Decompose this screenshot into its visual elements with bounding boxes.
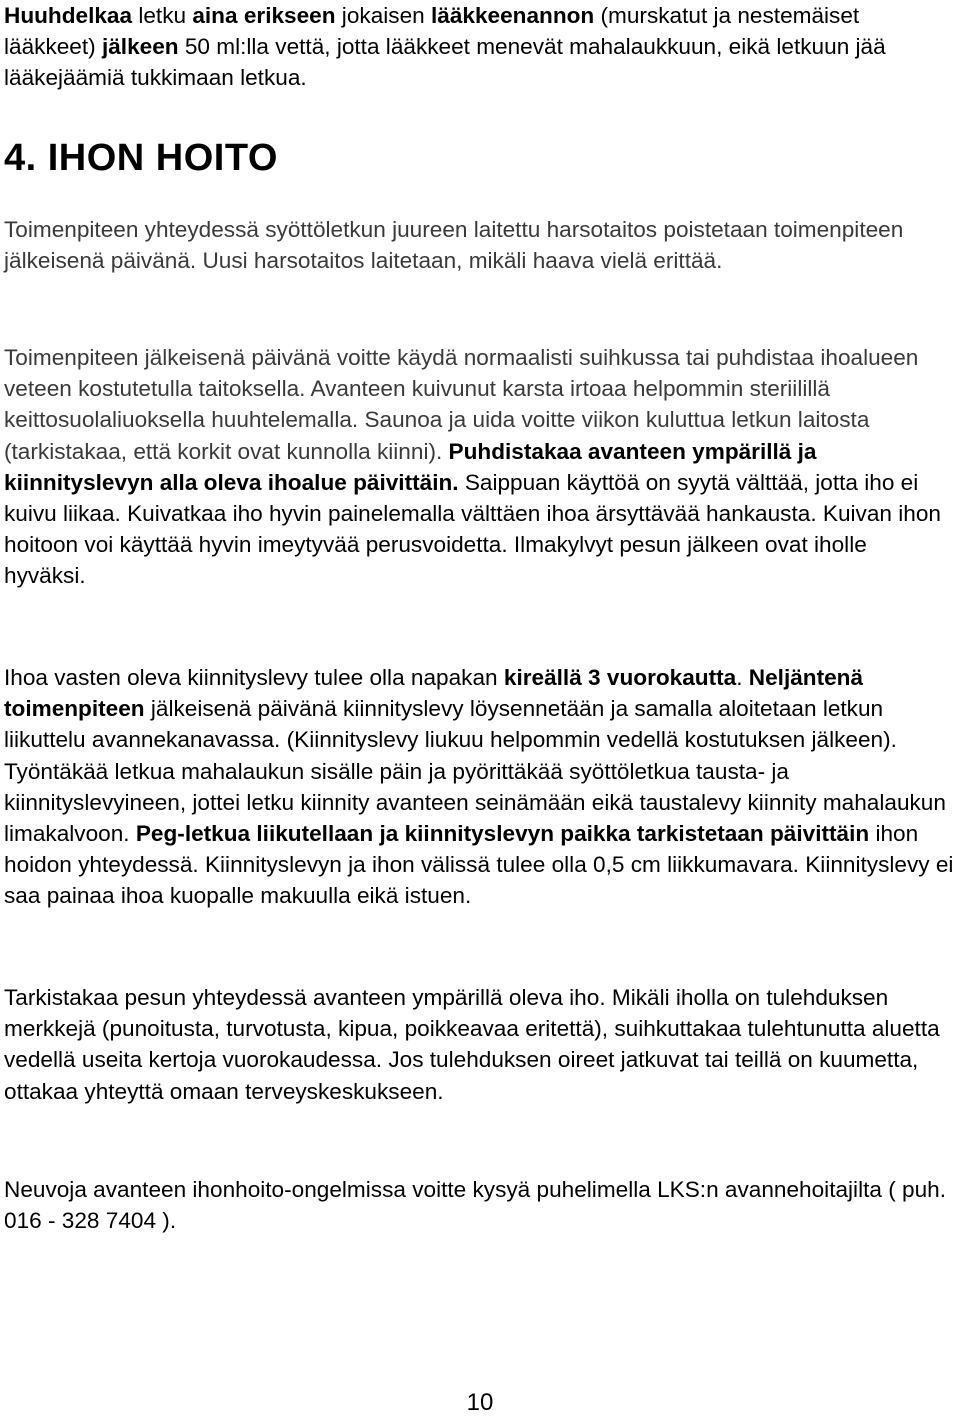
page-number: 10 bbox=[466, 1389, 494, 1416]
bold-text: jälkeen bbox=[101, 34, 179, 60]
paragraph-fixation-plate bbox=[4, 662, 954, 912]
paragraph-dressing: Toimenpiteen yhteydessä syöttöletkun juureen laitettu harsotaitos poistetaan toimenpiteen jälkeisenä päivänä. Uusi harsotaitos laitetaan, mikäli haava vielä erittää. bbox=[4, 217, 904, 274]
paragraph-skin-care bbox=[4, 342, 954, 592]
section-heading: 4. IHON HOITO bbox=[4, 137, 278, 179]
text: (murskatut ja nestemäiset lääkkeet) bbox=[4, 3, 860, 60]
text: Toimenpiteen jälkeisenä päivänä voitte käydä normaalisti suihkussa tai puhdistaa ihoalueen veteen kostutetulla taitoksella. Avanteen kuivunut karsta irtoaa helpommin steriilillä keittosuolaliuoksella huuhtelemalla. Saunoa ja uida voitte viikon kuluttua letkun laitosta (tarkistakaa, että korkit ovat kunnolla kiinni). bbox=[4, 345, 919, 464]
text: jälkeisenä päivänä kiinnityslevy löysennetään ja samalla aloitetaan letkun liikuttelu avannekanavassa. (Kiinnityslevy liukuu helpommin vedellä kostutuksen jälkeen). Työntäkää letkua mahalaukun sisälle päin ja pyörittäkää syöttöletkua tausta- ja kiinnityslevyineen, jottei letku kiinnity avanteen seinämään eikä taustalevy kiinnity mahalaukun limakalvoon. bbox=[4, 696, 946, 847]
bold-text: Neljäntenä toimenpiteen bbox=[4, 665, 864, 722]
bold-text: lääkkeenannon bbox=[430, 3, 595, 28]
text: Saippuan käyttöä on syytä välttää, jotta iho ei kuivu liikaa. Kuivatkaa iho hyvin painelemalla välttäen ihoa ärsyttävää hankausta. Kuivan ihon hoitoon voi käyttää hyvin imeytyvää perusvoidetta. Ilmakylvyt pesun jälkeen ovat iholle hyväksi. bbox=[4, 469, 941, 589]
text: Ihoa vasten oleva kiinnityslevy tulee olla napakan bbox=[4, 665, 504, 690]
text: ihon hoidon yhteydessä. Kiinnityslevyn ja ihon välissä tulee olla 0,5 cm liikkumavara. Kiinnityslevy ei saa painaa ihoa kuopalle makuulla eikä istuen. bbox=[4, 821, 954, 909]
text: . bbox=[736, 665, 749, 690]
text: 50 ml:lla vettä, jotta lääkkeet menevät mahalaukkuun, eikä letkuun jää lääkejäämiä tukkimaan letkua. bbox=[4, 34, 886, 91]
bold-text: Puhdistakaa avanteen ympärillä ja kiinnityslevyn alla oleva ihoalue päivittäin. bbox=[4, 438, 817, 495]
paragraph-contact-info: Neuvoja avanteen ihonhoito-ongelmissa voitte kysyä puhelimella LKS:n avannehoitajilta ( puh. 016 - 328 7404 ). bbox=[4, 1177, 946, 1234]
bold-text: Huuhdelkaa bbox=[4, 3, 133, 28]
paragraph-inflammation: Tarkistakaa pesun yhteydessä avanteen ympärillä oleva iho. Mikäli iholla on tulehduksen merkkejä (punoitusta, turvotusta, kipua, poikkeavaa eritettä), suihkuttakaa tulehtunutta aluetta vedellä useita kertoja vuorokaudessa. Jos tulehduksen oireet jatkuvat tai teillä on kuumetta, ottakaa yhteyttä omaan terveyskeskukseen. bbox=[4, 985, 940, 1104]
bold-text: Peg-letkua liikutellaan ja kiinnityslevyn paikka tarkistetaan päivittäin bbox=[135, 821, 870, 847]
bold-text: aina erikseen bbox=[192, 3, 336, 28]
paragraph-flushing-instructions bbox=[4, 0, 954, 94]
text: letku bbox=[132, 3, 193, 28]
text: jokaisen bbox=[335, 3, 431, 28]
bold-text: kireällä 3 vuorokautta bbox=[503, 665, 737, 690]
